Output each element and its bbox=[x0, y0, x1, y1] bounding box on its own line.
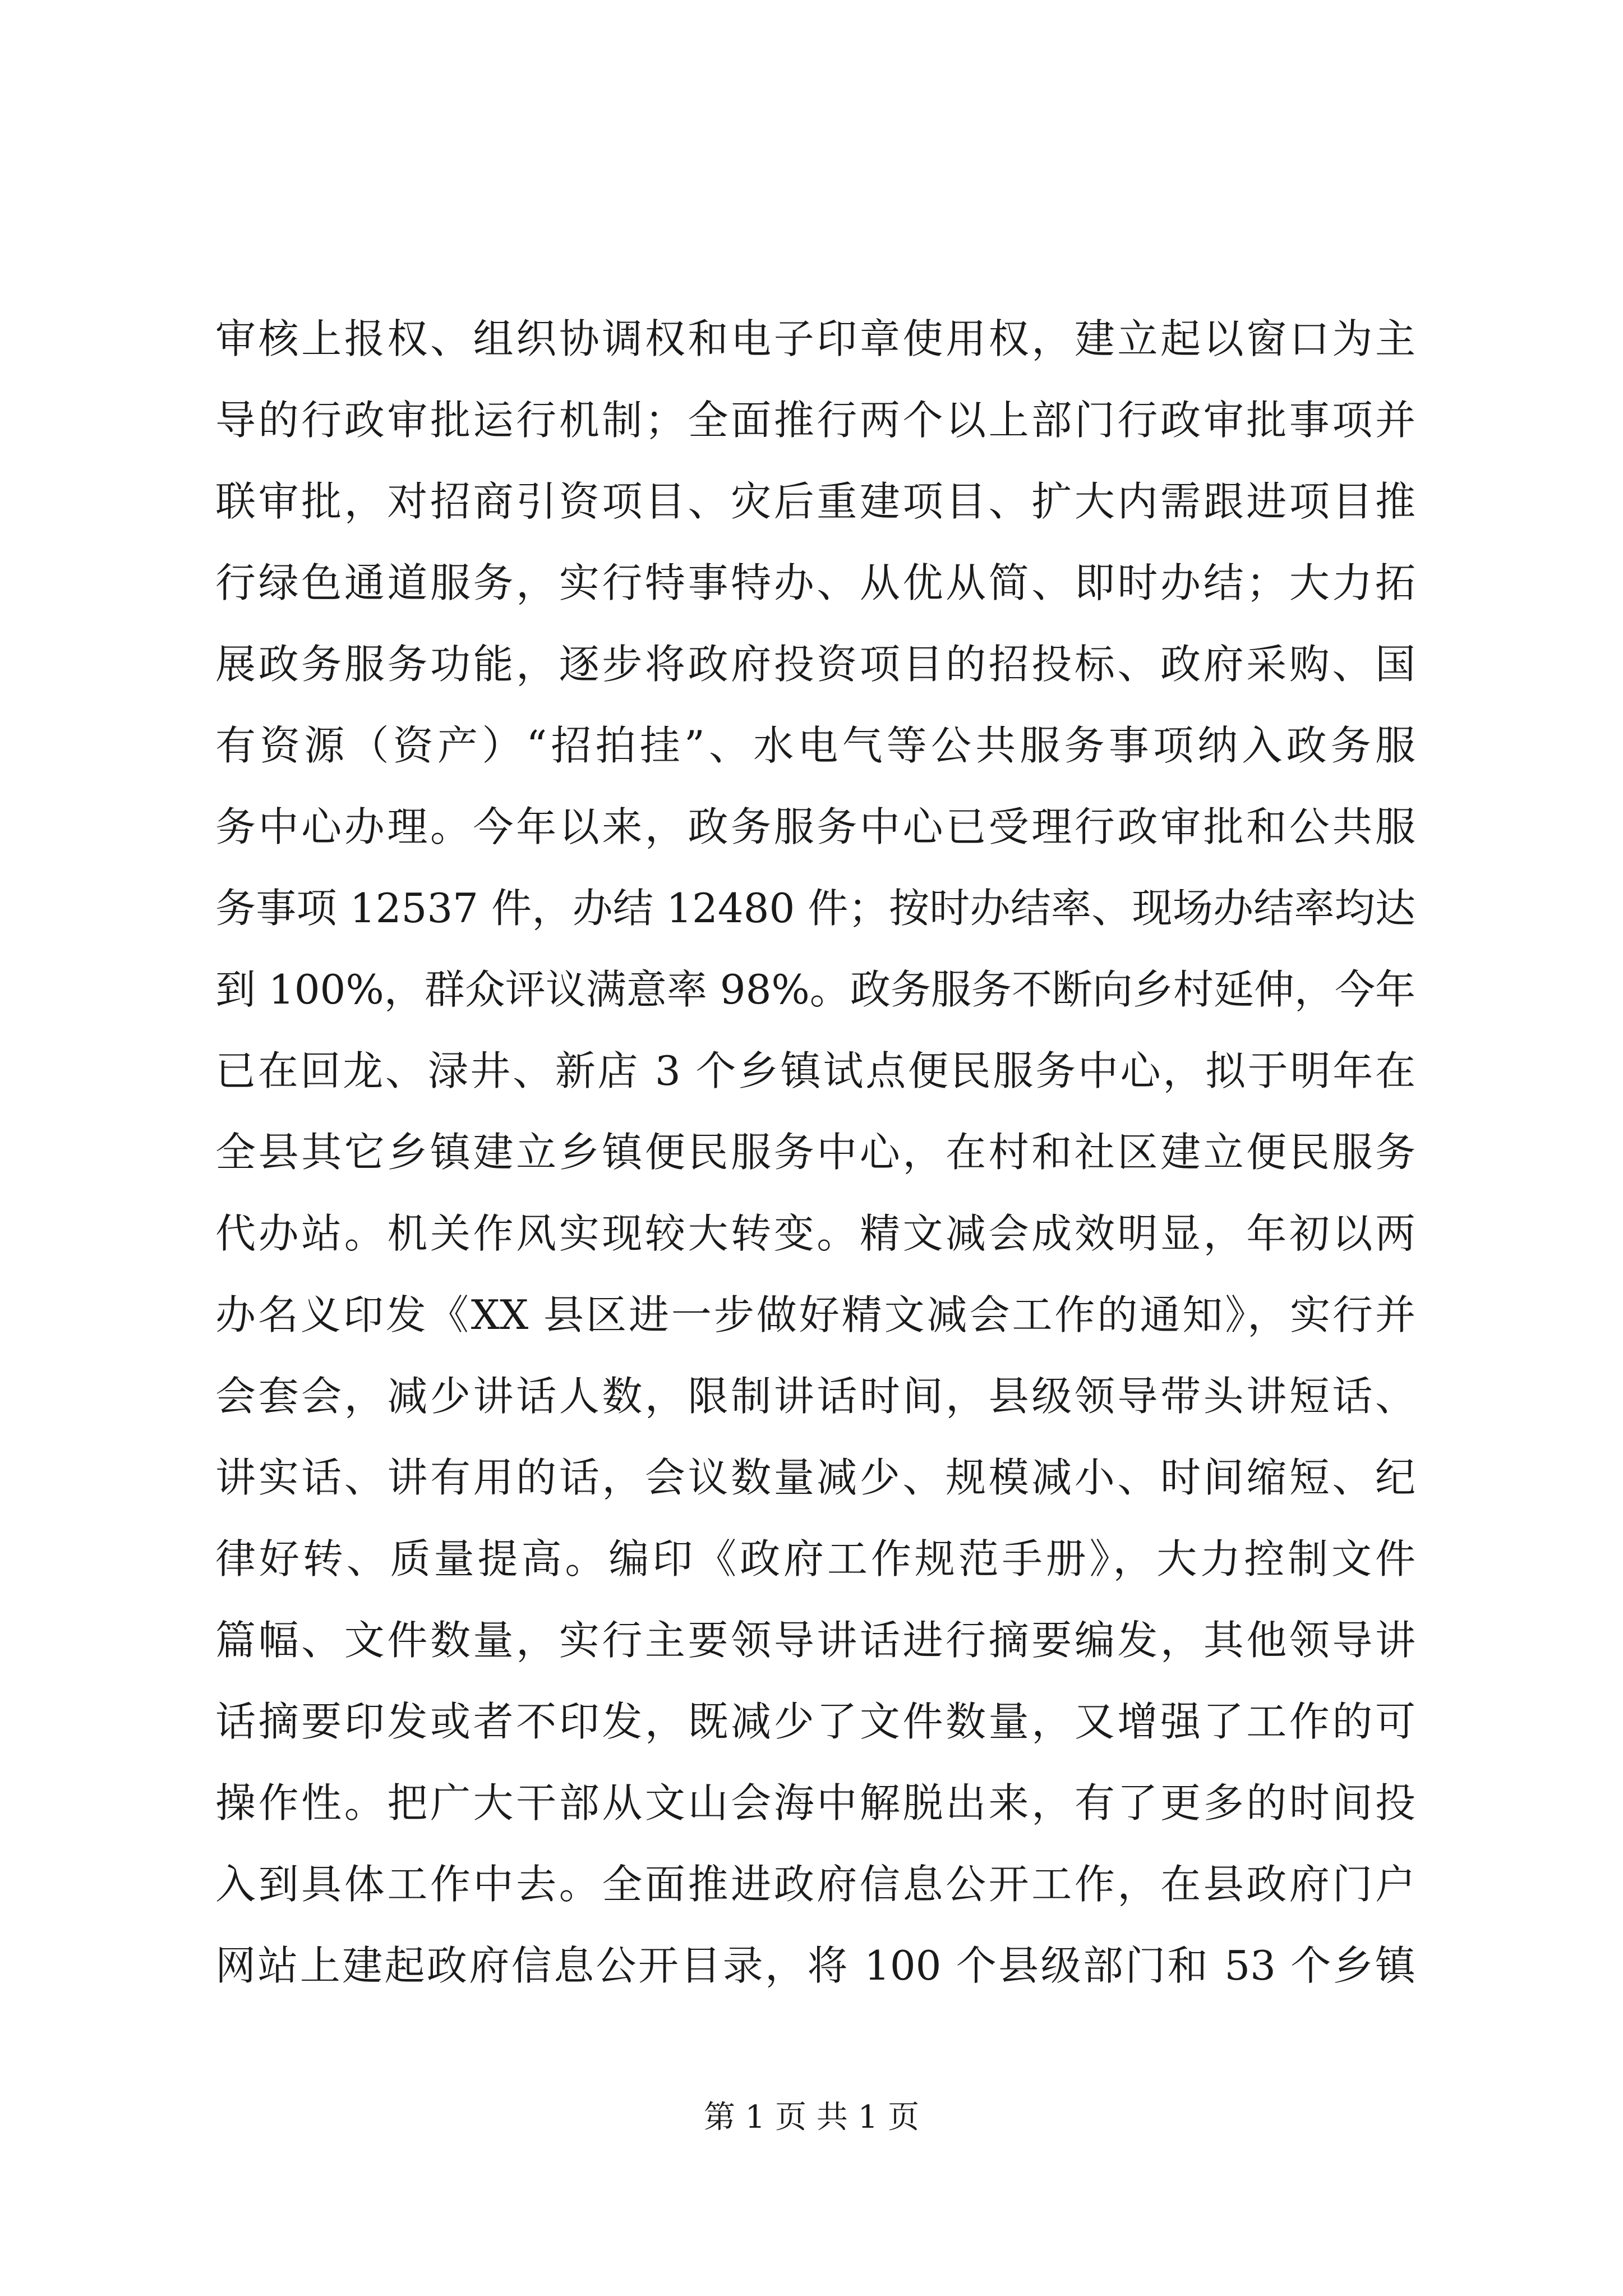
text-line: 会套会，减少讲话人数，限制讲话时间，县级领导带头讲短话、 bbox=[215, 1373, 1415, 1420]
text-line: 话摘要印发或者不印发，既减少了文件数量，又增强了工作的可 bbox=[215, 1698, 1415, 1745]
text-line: 务事项 12537 件，办结 12480 件；按时办结率、现场办结率均达 bbox=[215, 885, 1415, 932]
text-line: 展政务服务功能，逐步将政府投资项目的招投标、政府采购、国 bbox=[215, 641, 1415, 688]
page-footer: 第 1 页 共 1 页 bbox=[703, 2099, 920, 2136]
text-line: 代办站。机关作风实现较大转变。精文减会成效明显，年初以两 bbox=[215, 1210, 1415, 1257]
text-line: 行绿色通道服务，实行特事特办、从优从简、即时办结；大力拓 bbox=[215, 559, 1415, 606]
text-line: 入到具体工作中去。全面推进政府信息公开工作，在县政府门户 bbox=[215, 1861, 1415, 1908]
text-line: 到 100%，群众评议满意率 98%。政务服务不断向乡村延伸，今年 bbox=[215, 966, 1415, 1013]
text-line: 讲实话、讲有用的话，会议数量减少、规模减小、时间缩短、纪 bbox=[215, 1454, 1415, 1501]
body-paragraph bbox=[215, 298, 1415, 2007]
text-line: 律好转、质量提高。编印《政府工作规范手册》，大力控制文件 bbox=[215, 1535, 1415, 1582]
text-line: 有资源（资产）“招拍挂”、水电气等公共服务事项纳入政务服 bbox=[215, 722, 1415, 769]
text-line: 导的行政审批运行机制；全面推行两个以上部门行政审批事项并 bbox=[215, 397, 1415, 444]
text-line: 务中心办理。今年以来，政务服务中心已受理行政审批和公共服 bbox=[215, 803, 1415, 850]
text-line: 篇幅、文件数量，实行主要领导讲话进行摘要编发，其他领导讲 bbox=[215, 1617, 1415, 1664]
text-line: 已在回龙、渌井、新店 3 个乡镇试点便民服务中心，拟于明年在 bbox=[215, 1047, 1415, 1094]
text-line: 联审批，对招商引资项目、灾后重建项目、扩大内需跟进项目推 bbox=[215, 478, 1415, 525]
text-line: 审核上报权、组织协调权和电子印章使用权，建立起以窗口为主 bbox=[215, 315, 1415, 362]
text-line: 操作性。把广大干部从文山会海中解脱出来，有了更多的时间投 bbox=[215, 1779, 1415, 1826]
text-line: 网站上建起政府信息公开目录，将 100 个县级部门和 53 个乡镇 bbox=[215, 1942, 1415, 1989]
text-line: 办名义印发《XX 县区进一步做好精文减会工作的通知》，实行并 bbox=[215, 1291, 1415, 1338]
text-line: 全县其它乡镇建立乡镇便民服务中心，在村和社区建立便民服务 bbox=[215, 1129, 1415, 1176]
